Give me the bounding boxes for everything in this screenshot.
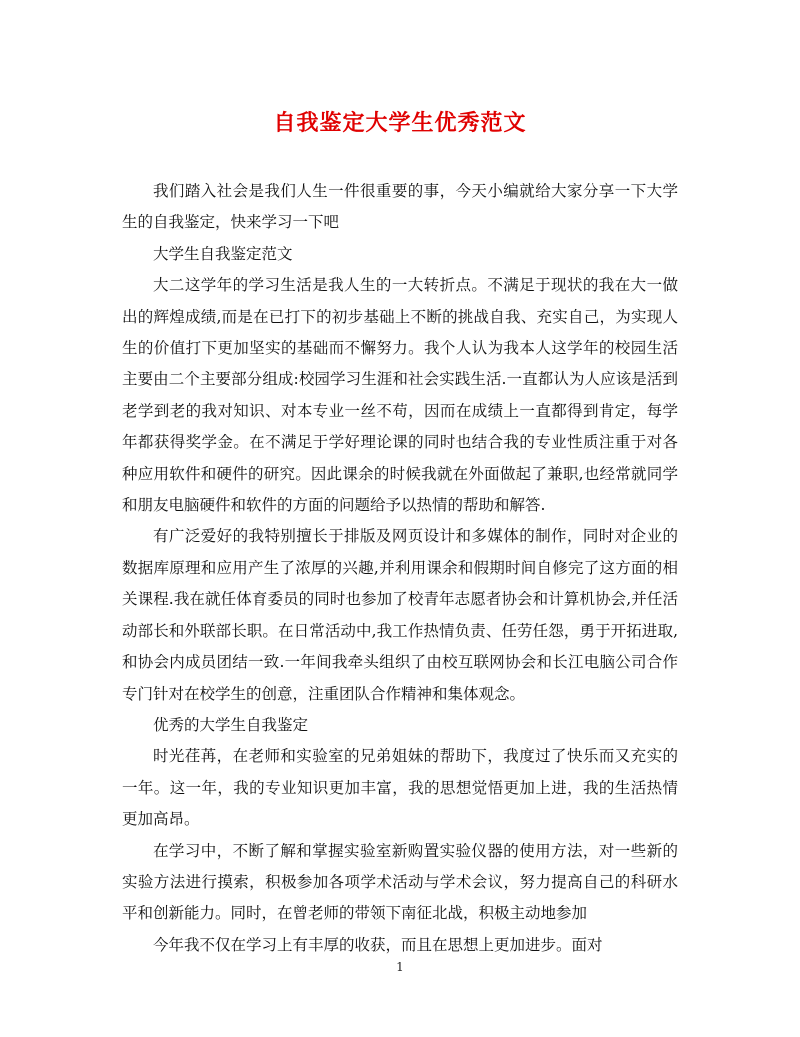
section-heading: 优秀的大学生自我鉴定: [153, 715, 309, 734]
body-paragraph: 有广泛爱好的我特别擅长于排版及网页设计和多媒体的制作，同时对企业的数据库原理和应用产生了浓厚的兴趣,并利用课余和假期时间自修完了这方面的相关课程.我在就任体育委员的同时也参加了校青年志愿者协会和计算机协会,并任活动部长和外联部长职。在日常活动中,我工作热情负责、任劳任怨，勇于开拓进取,和协会内成员团结一致.一年间我牵头组织了由校互联网协会和长江电脑公司合作专门针对在校学生的创意，注重团队合作精神和集体观念。: [122, 527, 678, 703]
page-number: 1: [396, 960, 404, 974]
section-heading: 大学生自我鉴定范文: [153, 244, 293, 263]
body-paragraph: 在学习中，不断了解和掌握实验室新购置实验仪器的使用方法，对一些新的实验方法进行摸索，积极参加各项学术活动与学术会议，努力提高自己的科研水平和创新能力。同时，在曾老师的带领下南征北战，积极主动地参加: [122, 841, 678, 923]
body-paragraph: 大二这学年的学习生活是我人生的一大转折点。不满足于现状的我在大一做出的辉煌成绩,而是在已打下的初步基础上不断的挑战自我、充实自己，为实现人生的价值打下更加坚实的基础而不懈努力。我个人认为我本人这学年的校园生活主要由二个主要部分组成:校园学习生涯和社会实践生活.一直都认为人应该是活到老学到老的我对知识、对本专业一丝不苟，因而在成绩上一直都得到肯定，每学年都获得奖学金。在不满足于学好理论课的同时也结合我的专业性质注重于对各种应用软件和硬件的研究。因此课余的时候我就在外面做起了兼职,也经常就同学和朋友电脑硬件和软件的方面的问题给予以热情的帮助和解答.: [122, 276, 678, 515]
body-paragraph: 时光荏苒，在老师和实验室的兄弟姐妹的帮助下，我度过了快乐而又充实的一年。这一年，我的专业知识更加丰富，我的思想觉悟更加上进，我的生活热情更加高昂。: [122, 747, 678, 829]
document-body: [122, 176, 678, 961]
intro-paragraph: 我们踏入社会是我们人生一件很重要的事，今天小编就给大家分享一下大学生的自我鉴定，快来学习一下吧: [122, 182, 678, 232]
page-title: 自我鉴定大学生优秀范文: [273, 110, 527, 136]
body-paragraph: 今年我不仅在学习上有丰厚的收获，而且在思想上更加进步。面对: [153, 935, 603, 954]
